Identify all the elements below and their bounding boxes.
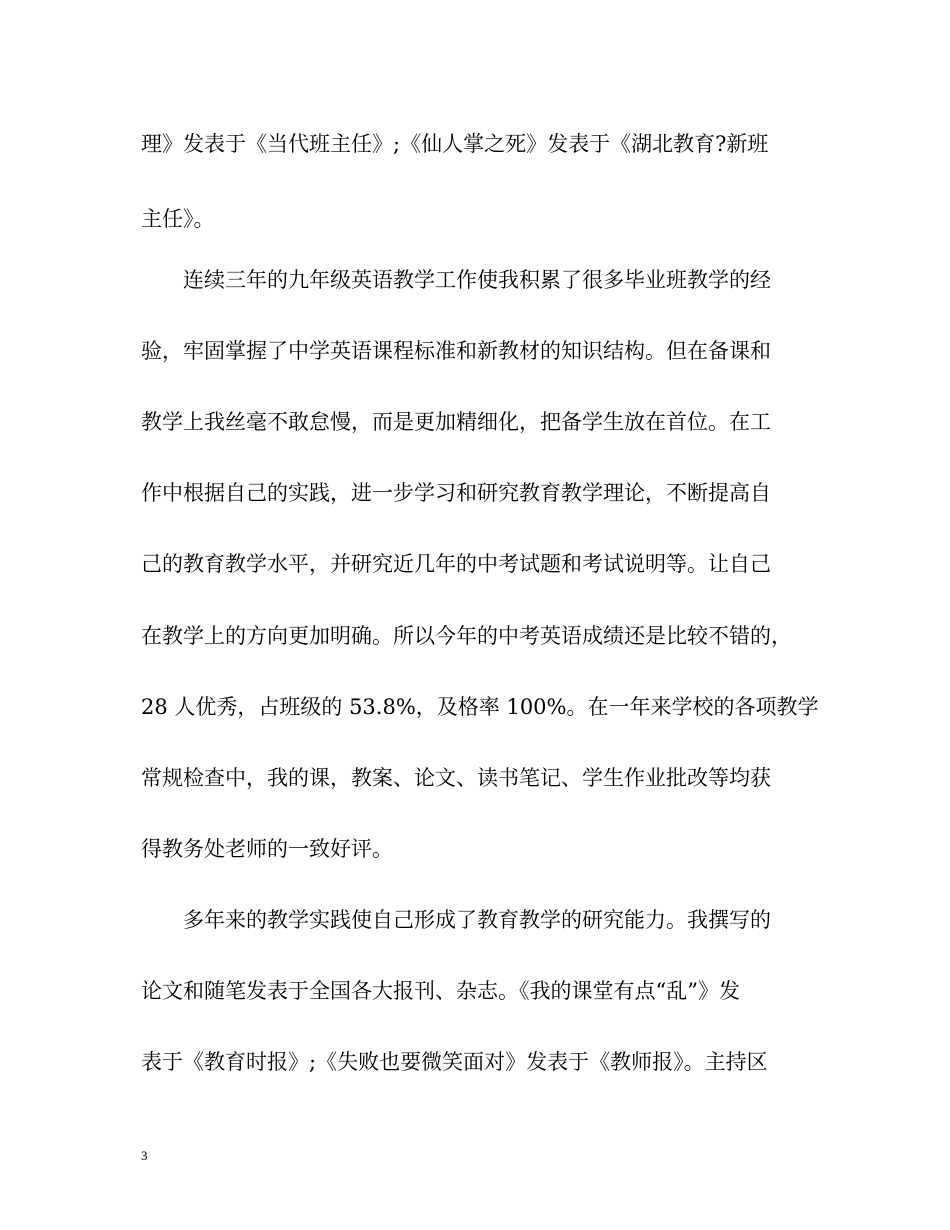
text-line-14: 表于《教育时报》;《失败也要微笑面对》发表于《教师报》。主持区: [141, 1050, 768, 1074]
text-line-1: 理》发表于《当代班主任》;《仙人掌之死》发表于《湖北教育?新班: [141, 132, 769, 156]
page-number: 3: [141, 1148, 148, 1163]
text-line-5: 教学上我丝毫不敢怠慢，而是更加精细化，把备学生放在首位。在工: [141, 410, 771, 434]
text-line-6: 作中根据自己的实践，进一步学习和研究教育教学理论，不断提高自: [141, 481, 771, 505]
text-line-8: 在教学上的方向更加明确。所以今年的中考英语成绩还是比较不错的，: [141, 624, 792, 648]
text-line-13: 论文和随笔发表于全国各大报刊、杂志。《我的课堂有点“乱”》发: [141, 979, 740, 1003]
text-line-2: 主任》。: [141, 207, 215, 231]
text-line-11: 得教务处老师的一致好评。: [141, 837, 393, 861]
text-line-3: 连续三年的九年级英语教学工作使我积累了很多毕业班教学的经: [183, 268, 771, 292]
text-line-12: 多年来的教学实践使自己形成了教育教学的研究能力。我撰写的: [183, 908, 771, 932]
text-line-10: 常规检查中，我的课，教案、论文、读书笔记、学生作业批改等均获: [141, 766, 771, 790]
text-line-4: 验，牢固掌握了中学英语课程标准和新教材的知识结构。但在备课和: [141, 339, 771, 363]
text-line-7: 己的教育教学水平，并研究近几年的中考试题和考试说明等。让自己: [141, 552, 771, 576]
text-line-9: 28 人优秀，占班级的 53.8%，及格率 100%。在一年来学校的各项教学: [141, 695, 819, 719]
